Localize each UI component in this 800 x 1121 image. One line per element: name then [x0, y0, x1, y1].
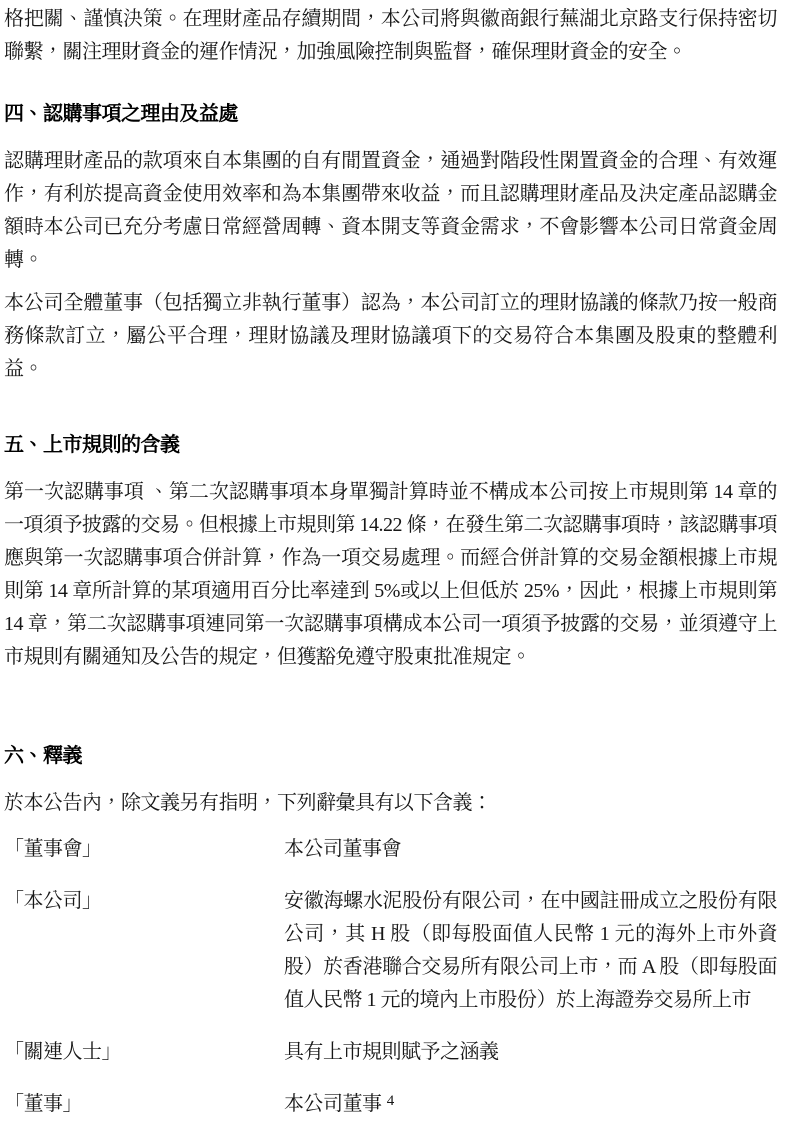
definition-row-company: [4, 885, 777, 1017]
paragraph-directors-opinion: 本公司全體董事（包括獨立非執行董事）認為，本公司訂立的理財協議的條款乃按一般商務條款訂立，屬公平合理，理財協議及理財協議項下的交易符合本集團及股東的整體利益。: [4, 292, 777, 380]
paragraph-risk-control: 格把關、謹慎決策。在理財產品存續期間，本公司將與徽商銀行蕪湖北京路支行保持密切聯繫，關注理財資金的運作情況，加強風險控制與監督，確保理財資金的安全。: [4, 8, 777, 63]
definition-term: 「關連人士」: [4, 1041, 121, 1063]
definition-text: 具有上市規則賦予之涵義: [284, 1041, 499, 1063]
paragraph-listing-rules-implication: 第一次認購事項 、第二次認購事項本身單獨計算時並不構成本公司按上市規則第 14 章的一項須予披露的交易。但根據上市規則第 14.22 條，在發生第二次認購事項時，該認購事項應與第一次認購事項合併計算，作為一項交易處理。而經合併計算的交易金額根據上市規則第 14 章所計算的某項適用百分比率達到 5%或以上但低於 25%，因此，根據上市規則第 14 章，第二次認購事項連同第一次認購事項構成本公司一項須予披露的交易，並須遵守上市規則有關通知及公告的規定，但獲豁免遵守股東批准規定。: [4, 481, 777, 668]
definition-text: 本公司董事會: [284, 838, 401, 860]
definitions-list: [4, 833, 777, 1121]
definition-row-board: [4, 833, 777, 866]
section-heading-listing-rules: 五、上市規則的含義: [4, 434, 180, 456]
section-heading-reasons-benefits: 四、認購事項之理由及益處: [4, 103, 238, 125]
page-number: 4: [386, 1093, 395, 1109]
paragraph-definitions-intro: 於本公告內，除文義另有指明，下列辭彙具有以下含義：: [4, 792, 492, 814]
definition-term: 「董事會」: [4, 838, 102, 860]
section-heading-definitions: 六、釋義: [4, 745, 82, 767]
definition-term: 「董事」: [4, 1093, 82, 1115]
paragraph-idle-funds: 認購理財產品的款項來自本集團的自有閒置資金，通過對階段性閑置資金的合理、有效運作，有利於提高資金使用效率和為本集團帶來收益，而且認購理財產品及決定產品認購金額時本公司已充分考慮日常經營周轉、資本開支等資金需求，不會影響本公司日常資金周轉。: [4, 150, 777, 271]
definition-text: 本公司董事: [284, 1093, 382, 1115]
definition-row-connected-persons: [4, 1036, 777, 1069]
definition-term: 「本公司」: [4, 890, 102, 912]
definition-text: 安徽海螺水泥股份有限公司，在中國註冊成立之股份有限公司，其 H 股（即每股面值人民幣 1 元的海外上市外資股）於香港聯合交易所有限公司上市，而 A 股（即每股面值人民幣 1 元的境內上市股份）於上海證券交易所上市: [284, 890, 777, 1011]
